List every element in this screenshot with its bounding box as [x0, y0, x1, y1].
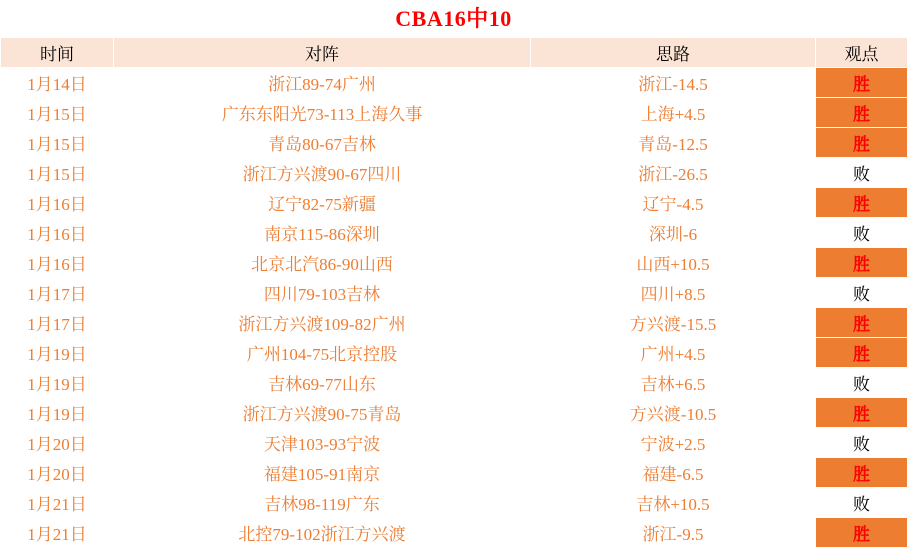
status-badge: 胜 [816, 458, 907, 488]
results-table [0, 37, 907, 548]
status-badge: 胜 [816, 248, 907, 278]
cell-match: 青岛80-67吉林 [114, 128, 531, 158]
table-row [1, 428, 907, 458]
cell-match: 辽宁82-75新疆 [114, 188, 531, 218]
cell-date: 1月16日 [1, 248, 114, 278]
table-header-row [1, 38, 907, 68]
cell-match: 吉林98-119广东 [114, 488, 531, 518]
cell-idea: 浙江-9.5 [531, 518, 816, 548]
table-row [1, 248, 907, 278]
table-row [1, 398, 907, 428]
cell-match: 浙江方兴渡90-75青岛 [114, 398, 531, 428]
table-row [1, 68, 907, 98]
status-badge: 胜 [816, 98, 907, 128]
cell-idea: 广州+4.5 [531, 338, 816, 368]
cell-idea: 四川+8.5 [531, 278, 816, 308]
table-row [1, 188, 907, 218]
table-row [1, 368, 907, 398]
cell-date: 1月17日 [1, 308, 114, 338]
cell-idea: 方兴渡-10.5 [531, 398, 816, 428]
cell-date: 1月17日 [1, 278, 114, 308]
column-header-match: 对阵 [114, 38, 531, 68]
table-row [1, 218, 907, 248]
cell-match: 吉林69-77山东 [114, 368, 531, 398]
cell-match: 浙江方兴渡90-67四川 [114, 158, 531, 188]
table-row [1, 98, 907, 128]
cell-date: 1月14日 [1, 68, 114, 98]
status-badge: 败 [816, 218, 907, 248]
cell-date: 1月15日 [1, 158, 114, 188]
status-badge: 胜 [816, 398, 907, 428]
column-header-view: 观点 [816, 38, 907, 68]
cell-match: 浙江89-74广州 [114, 68, 531, 98]
cell-match: 广东东阳光73-113上海久事 [114, 98, 531, 128]
cell-match: 浙江方兴渡109-82广州 [114, 308, 531, 338]
status-badge: 败 [816, 488, 907, 518]
cell-idea: 浙江-26.5 [531, 158, 816, 188]
table-row [1, 338, 907, 368]
status-badge: 败 [816, 368, 907, 398]
cell-idea: 福建-6.5 [531, 458, 816, 488]
status-badge: 胜 [816, 68, 907, 98]
table-row [1, 158, 907, 188]
cell-match: 南京115-86深圳 [114, 218, 531, 248]
cell-idea: 深圳-6 [531, 218, 816, 248]
status-badge: 胜 [816, 128, 907, 158]
status-badge: 胜 [816, 338, 907, 368]
cell-date: 1月19日 [1, 338, 114, 368]
cell-match: 广州104-75北京控股 [114, 338, 531, 368]
status-badge: 败 [816, 158, 907, 188]
cell-date: 1月16日 [1, 188, 114, 218]
cell-idea: 浙江-14.5 [531, 68, 816, 98]
column-header-time: 时间 [1, 38, 114, 68]
cell-match: 天津103-93宁波 [114, 428, 531, 458]
status-badge: 败 [816, 278, 907, 308]
table-row [1, 518, 907, 548]
cell-match: 四川79-103吉林 [114, 278, 531, 308]
page-title: CBA16中10 [0, 0, 907, 37]
table-row [1, 488, 907, 518]
cell-date: 1月21日 [1, 488, 114, 518]
status-badge: 胜 [816, 188, 907, 218]
cell-date: 1月15日 [1, 98, 114, 128]
cell-idea: 宁波+2.5 [531, 428, 816, 458]
cell-match: 北控79-102浙江方兴渡 [114, 518, 531, 548]
cell-match: 北京北汽86-90山西 [114, 248, 531, 278]
table-row [1, 458, 907, 488]
column-header-idea: 思路 [531, 38, 816, 68]
cell-idea: 青岛-12.5 [531, 128, 816, 158]
cell-idea: 上海+4.5 [531, 98, 816, 128]
cell-idea: 方兴渡-15.5 [531, 308, 816, 338]
cell-idea: 吉林+6.5 [531, 368, 816, 398]
cell-idea: 山西+10.5 [531, 248, 816, 278]
table-row [1, 128, 907, 158]
table-body [1, 68, 907, 548]
status-badge: 胜 [816, 308, 907, 338]
cell-date: 1月20日 [1, 458, 114, 488]
cell-idea: 吉林+10.5 [531, 488, 816, 518]
cell-match: 福建105-91南京 [114, 458, 531, 488]
cell-date: 1月16日 [1, 218, 114, 248]
table-row [1, 308, 907, 338]
cell-idea: 辽宁-4.5 [531, 188, 816, 218]
cell-date: 1月19日 [1, 368, 114, 398]
table-row [1, 278, 907, 308]
status-badge: 胜 [816, 518, 907, 548]
cell-date: 1月19日 [1, 398, 114, 428]
cell-date: 1月21日 [1, 518, 114, 548]
cell-date: 1月15日 [1, 128, 114, 158]
status-badge: 败 [816, 428, 907, 458]
cell-date: 1月20日 [1, 428, 114, 458]
